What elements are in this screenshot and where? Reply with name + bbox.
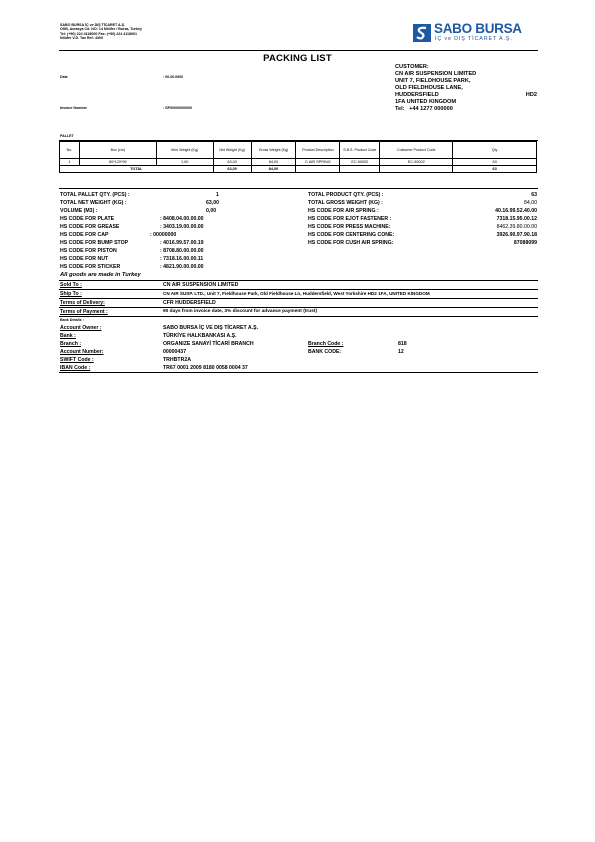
company-phone: Tel: (+90) 224 4118000 Fax: (+90) 224 4118061 bbox=[60, 31, 138, 36]
bank-heading: Bank Details : bbox=[60, 318, 84, 322]
delivery-terms-label: Terms of Delivery: bbox=[60, 300, 105, 306]
hs-bump-stop-label: HS CODE FOR BUMP STOP bbox=[60, 240, 129, 246]
logo-mark-icon bbox=[413, 24, 431, 42]
hs-centering-label: HS CODE FOR CENTERING CONE: bbox=[308, 232, 395, 238]
iban-value: TR67 0001 2009 8180 0058 0004 37 bbox=[163, 365, 248, 371]
company-logo bbox=[413, 22, 538, 50]
cell-description: C.AIR SPRING bbox=[296, 159, 340, 166]
rule-3 bbox=[59, 298, 538, 299]
cell-box: 80*120*90 bbox=[79, 159, 156, 166]
total-net-label: TOTAL NET WEIGHT (KG) : bbox=[60, 200, 127, 206]
hs-piston-value: : 8708.80.00.00.00 bbox=[160, 248, 204, 254]
customer-postcode: HD2 bbox=[525, 92, 537, 98]
iban-label: IBAN Code : bbox=[60, 365, 91, 371]
rule-2 bbox=[59, 289, 538, 290]
invoice-value: : SP00000000000 bbox=[163, 106, 192, 110]
customer-name: CN AIR SUSPENSION LIMITED bbox=[395, 71, 477, 77]
col-header-qty: Qty bbox=[453, 142, 537, 159]
total-gross-label: TOTAL GROSS WEIGHT (KG) : bbox=[308, 200, 383, 206]
origin-note: All goods are made in Turkey bbox=[60, 272, 141, 278]
customer-city-line bbox=[395, 92, 537, 99]
hs-centering-value: 3926.90.97.90.18 bbox=[496, 232, 537, 238]
total-pallet-value: 1 bbox=[216, 192, 219, 198]
sold-to-label: Sold To : bbox=[60, 282, 82, 288]
table-header-row bbox=[60, 142, 537, 159]
col-header-sbs-code: S.B.S. Product Code bbox=[340, 142, 380, 159]
bank-label: Bank : bbox=[60, 333, 76, 339]
hs-piston-label: HS CODE FOR PISTON bbox=[60, 248, 117, 254]
cell-sbs-code: EC.90002 bbox=[340, 159, 380, 166]
account-number-value: 00000437 bbox=[163, 349, 187, 355]
branch-code-label: Branch Code : bbox=[308, 341, 344, 347]
col-header-net-weight: Net Weight (Kg) bbox=[213, 142, 251, 159]
pallet-label: PALLET bbox=[60, 134, 74, 138]
swift-label: SWIFT Code : bbox=[60, 357, 94, 363]
total-pallet-label: TOTAL PALLET QTY. (PCS) : bbox=[60, 192, 130, 198]
cell-customer-code: EC.90002 bbox=[380, 159, 453, 166]
col-header-no: No. bbox=[60, 142, 80, 159]
hs-plate-value: : 8408.04.00.00.00 bbox=[160, 216, 204, 222]
hs-ejot-value: 7318.15.95.00.12 bbox=[496, 216, 537, 222]
hs-cush-label: HS CODE FOR CUSH AIR SPRING: bbox=[308, 240, 394, 246]
customer-address-line2: OLD FIELDHOUSE LANE, bbox=[395, 85, 463, 91]
hs-cush-value: 87088099 bbox=[513, 240, 537, 246]
hs-grease-value: : 3403.19.00.00.00 bbox=[160, 224, 204, 230]
bank-code-value: 12 bbox=[398, 349, 404, 355]
total-label: TOTAL bbox=[60, 166, 214, 173]
volume-value: 0,00 bbox=[206, 208, 217, 214]
logo-text: SABO BURSA bbox=[434, 21, 522, 36]
customer-block bbox=[395, 64, 537, 113]
delivery-terms-value: CFR HUDDERSFIELD bbox=[163, 300, 216, 306]
header-divider bbox=[59, 50, 538, 51]
table-total-row bbox=[60, 166, 537, 173]
page-title: PACKING LIST bbox=[263, 53, 332, 64]
cell-item-weight: 1,00 bbox=[156, 159, 213, 166]
total-product-qty-value: 63 bbox=[531, 192, 537, 198]
company-name: SABO BURSA İÇ ve DIŞ TİCARET A.Ş. bbox=[60, 23, 126, 27]
hs-cap-label: HS CODE FOR CAP bbox=[60, 232, 109, 238]
invoice-label: Invoice Number bbox=[60, 106, 87, 110]
col-header-description: Product Description bbox=[296, 142, 340, 159]
hs-sticker-label: HS CODE FOR STICKER bbox=[60, 264, 121, 270]
tel-label: Tel: bbox=[395, 106, 405, 112]
ship-to-value: CN AIR SUSP. LTD., Unit 7, Fieldhouse Park, Old Fieldhouse Ln, Huddersfield, West Yorkshire HD2 1FA, UNITED KINGDOM bbox=[163, 291, 430, 296]
total-product-qty-label: TOTAL PRODUCT QTY. (PCS) : bbox=[308, 192, 384, 198]
packing-table bbox=[59, 141, 537, 173]
volume-label: VOLUME (M3) : bbox=[60, 208, 98, 214]
total-qty: 63 bbox=[453, 166, 537, 173]
rule-1 bbox=[59, 280, 538, 281]
tel-value: +44 1277 000000 bbox=[409, 106, 453, 112]
account-owner-label: Account Owner : bbox=[60, 325, 102, 331]
date-label: Date bbox=[60, 75, 68, 79]
bottom-rule bbox=[59, 372, 538, 373]
hs-press-label: HS CODE FOR PRESS MACHINE: bbox=[308, 224, 391, 230]
cell-qty: 63 bbox=[453, 159, 537, 166]
hs-sticker-value: : 4821.90.00.00.00 bbox=[160, 264, 204, 270]
customer-tel bbox=[395, 106, 537, 113]
sold-to-value: CN AIR SUSPENSION LIMITED bbox=[163, 282, 239, 288]
col-header-customer-code: Customer Product Code bbox=[380, 142, 453, 159]
customer-heading: CUSTOMER: bbox=[395, 64, 429, 70]
swift-value: TRHBTR2A bbox=[163, 357, 191, 363]
company-address: OSB, Avrasya Cd. NO: 14 Nilüfer / Bursa, Turkey bbox=[60, 27, 142, 32]
total-gross: 84,00 bbox=[251, 166, 296, 173]
hs-grease-label: HS CODE FOR GREASE bbox=[60, 224, 120, 230]
logo-subtext: İÇ ve DIŞ TİCARET A.Ş. bbox=[435, 36, 513, 42]
account-number-label: Account Number: bbox=[60, 349, 104, 355]
hs-press-value: 8462.39.80.00.00 bbox=[496, 224, 537, 230]
customer-city: HUDDERSFIELD bbox=[395, 92, 439, 98]
bank-value: TÜRKİYE HALKBANKASI A.Ş. bbox=[163, 333, 237, 339]
col-header-gross-weight: Gross Weight (Kg) bbox=[251, 142, 296, 159]
company-tax: Nilüfer V.D. Tax Ref: 4300 bbox=[60, 35, 103, 40]
cell-no: 1 bbox=[60, 159, 80, 166]
table-row bbox=[60, 159, 537, 166]
total-net-value: 63,00 bbox=[206, 200, 219, 206]
hs-bump-stop-value: : 4016.99.57.00.19 bbox=[160, 240, 204, 246]
date-value: : 00.00.0000 bbox=[163, 75, 184, 79]
col-header-box: Box (cm) bbox=[79, 142, 156, 159]
hs-plate-label: HS CODE FOR PLATE bbox=[60, 216, 115, 222]
branch-value: ORGANIZE SANAYİ TİCARİ BRANCH bbox=[163, 341, 254, 347]
total-net: 63,00 bbox=[213, 166, 251, 173]
payment-terms-value: 90 days from invoice date, 3% discount for advance payment (trust) bbox=[163, 309, 318, 314]
customer-address-line3: 1FA UNITED KINGDOM bbox=[395, 99, 457, 105]
hs-air-spring-value: 40.16.99.52.40.00 bbox=[495, 208, 537, 214]
cell-gross-weight: 84,00 bbox=[251, 159, 296, 166]
account-owner-value: SABO BURSA İÇ VE DIŞ TİCARET A.Ş. bbox=[163, 325, 259, 331]
hs-cap-value: : 00000000 bbox=[150, 232, 177, 238]
company-info bbox=[60, 23, 142, 40]
branch-code-value: 818 bbox=[398, 341, 407, 347]
total-gross-value: 84,00 bbox=[524, 200, 537, 206]
hs-ejot-label: HS CODE FOR EJOT FASTENER : bbox=[308, 216, 392, 222]
hs-nut-label: HS CODE FOR NUT bbox=[60, 256, 109, 262]
ship-to-label: Ship To : bbox=[60, 291, 82, 297]
rule-5 bbox=[59, 316, 538, 317]
rule-4 bbox=[59, 307, 538, 308]
branch-label: Branch : bbox=[60, 341, 82, 347]
cell-net-weight: 63,00 bbox=[213, 159, 251, 166]
hs-air-spring-label: HS CODE FOR AIR SPRING : bbox=[308, 208, 379, 214]
col-header-item-weight: Item Weight (Kg) bbox=[156, 142, 213, 159]
bank-code-label: BANK CODE: bbox=[308, 349, 342, 355]
summary-top-rule bbox=[59, 188, 538, 189]
hs-nut-value: : 7318.16.00.00.11 bbox=[160, 256, 204, 262]
customer-address-line1: UNIT 7, FIELDHOUSE PARK, bbox=[395, 78, 471, 84]
payment-terms-label: Terms of Payment : bbox=[60, 309, 108, 315]
